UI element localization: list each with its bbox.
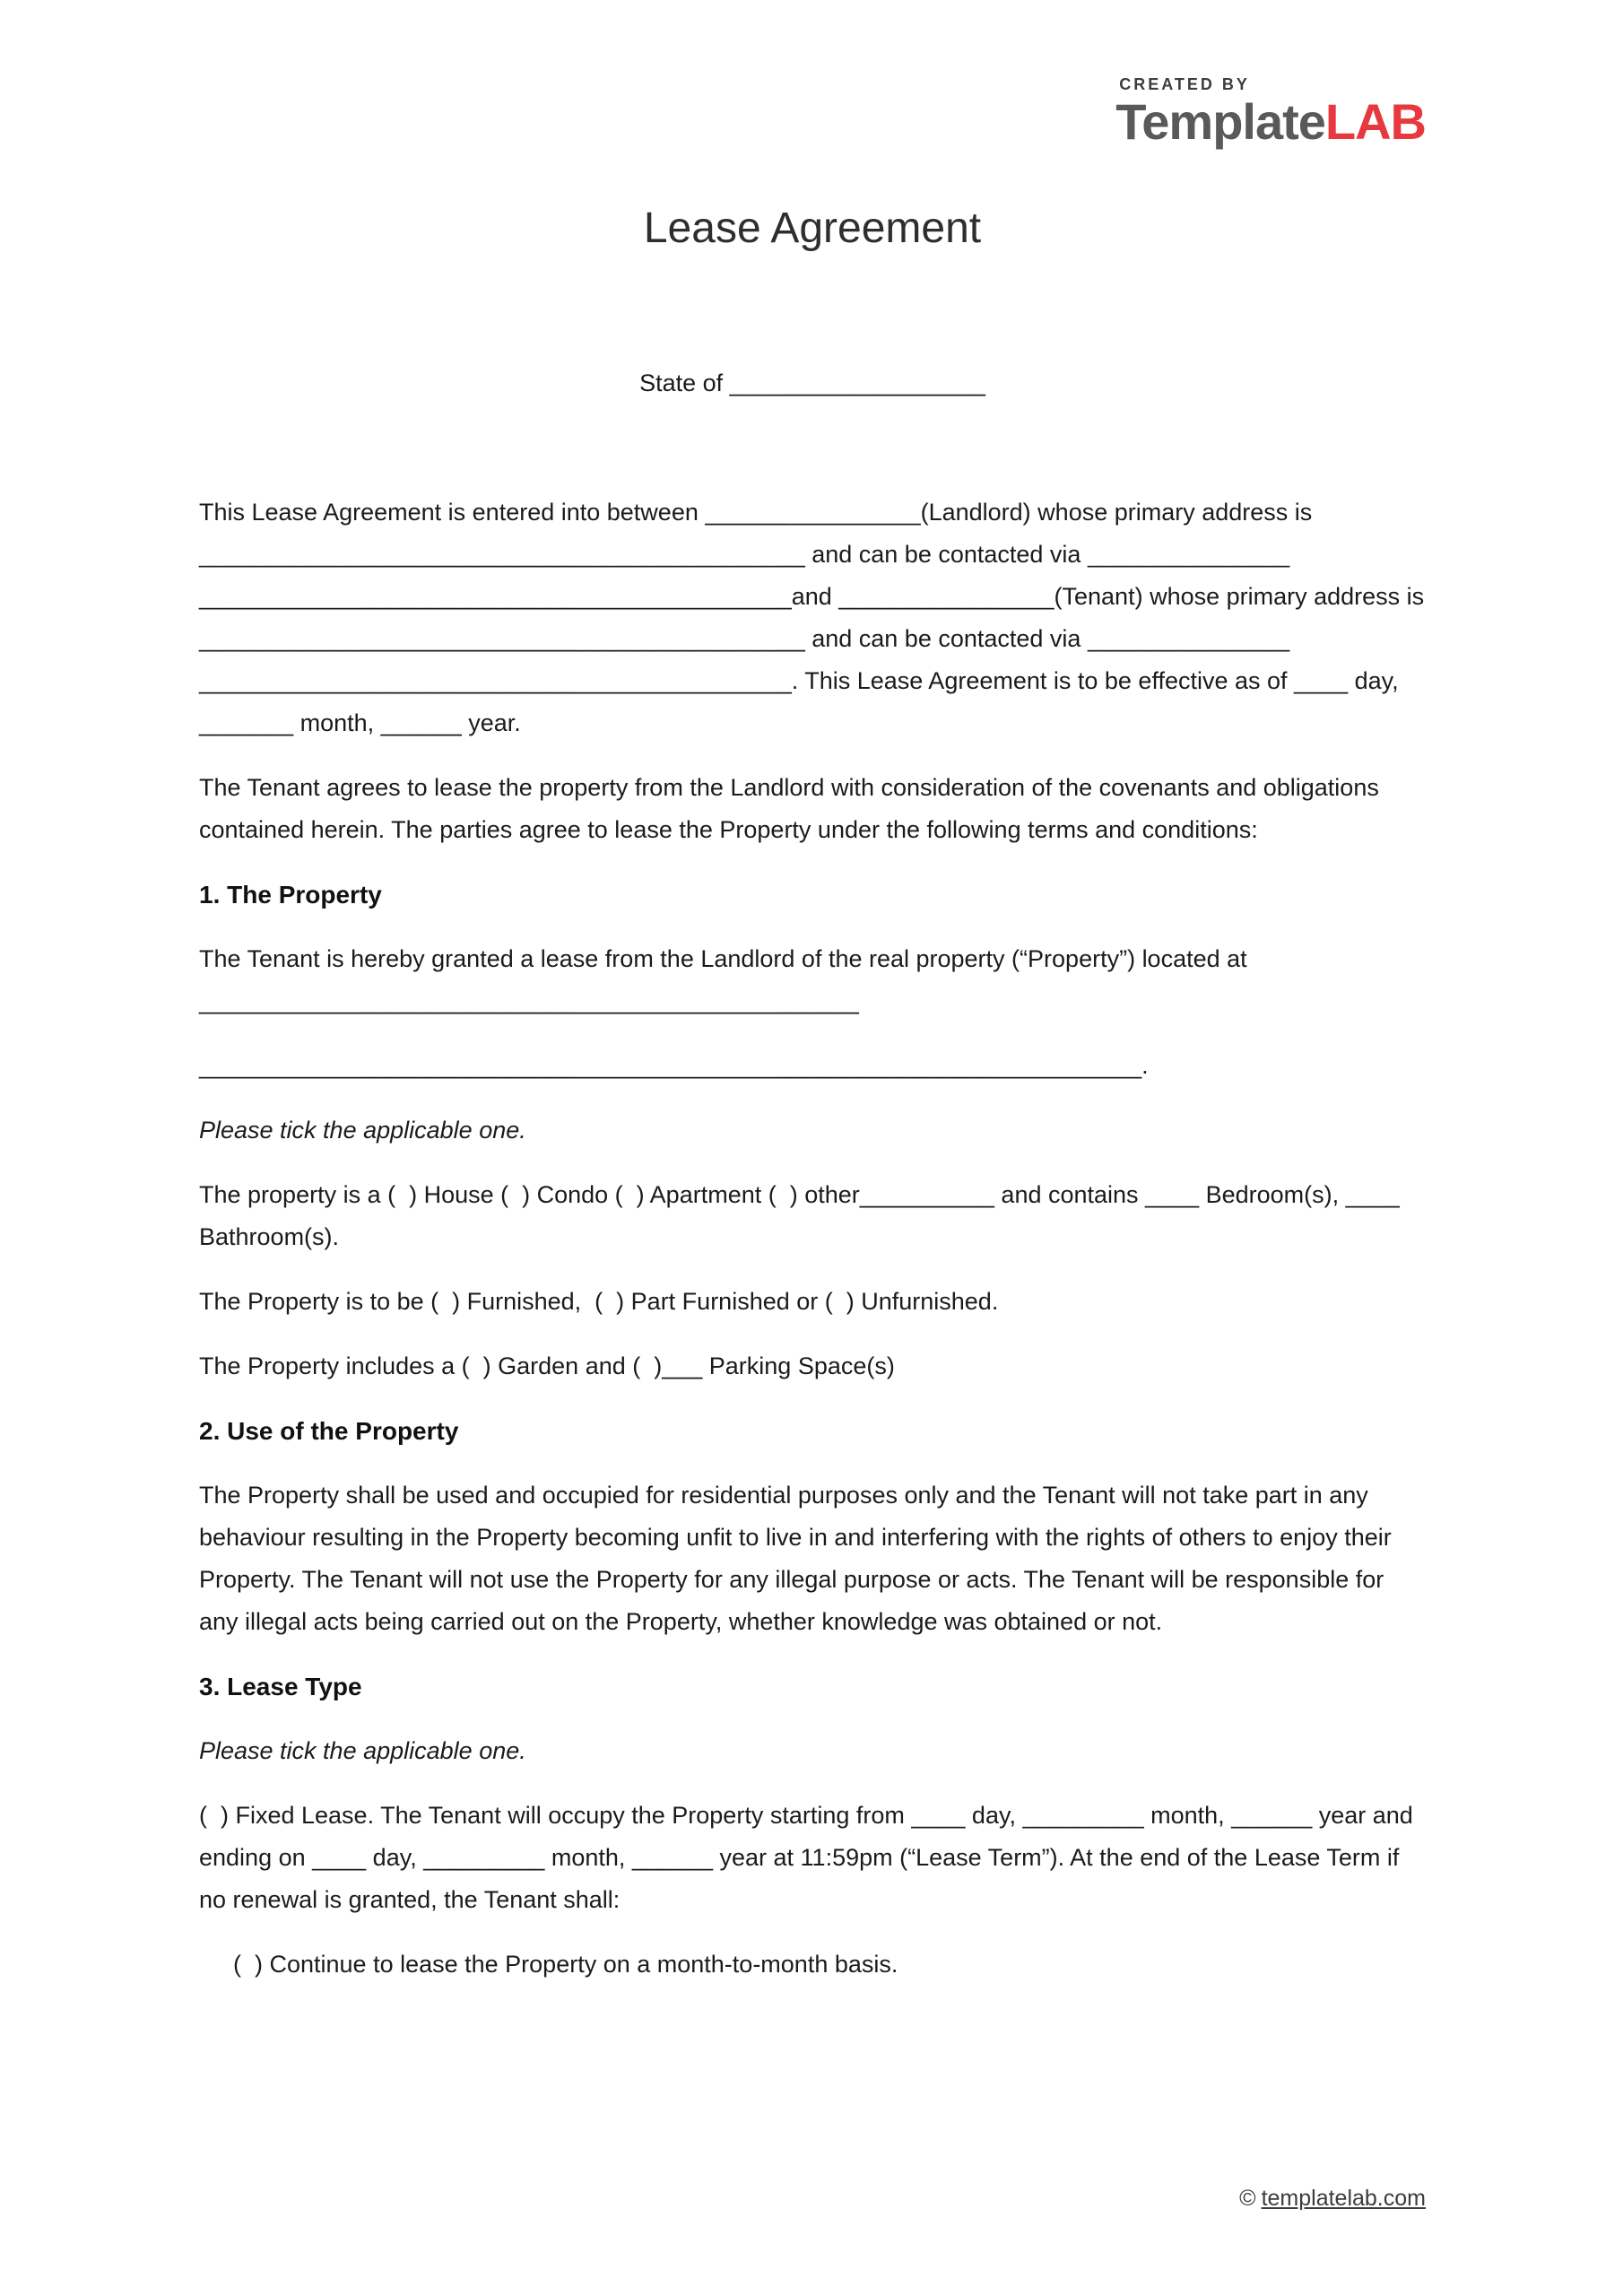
brand-template-text: Template [1115, 93, 1325, 150]
fixed-lease-paragraph: ( ) Fixed Lease. The Tenant will occupy the Property starting from ____ day, _________ month, ______ year and ending on ____ day, _________ month, ______ year at 11:59pm (“Lease Term”). At the end of the Lease Term if no renewal is granted, the Tenant shall: [199, 1802, 1420, 1913]
section-2-heading: 2. Use of the Property [199, 1417, 459, 1445]
templatelab-footer-link[interactable]: templatelab.com [1261, 2186, 1426, 2211]
property-location-paragraph: The Tenant is hereby granted a lease from the Landlord of the real property (“Property”) located at _________________________________________________ [199, 945, 1254, 1014]
templatelab-logo [1115, 75, 1426, 150]
brand-lab-text: LAB [1324, 93, 1426, 150]
document-title: Lease Agreement [643, 204, 982, 252]
property-includes-line: The Property includes a ( ) Garden and ( )___ Parking Space(s) [199, 1352, 895, 1379]
section-1-heading: 1. The Property [199, 881, 382, 909]
state-of-line: State of ___________________ [639, 370, 985, 396]
parties-paragraph: This Lease Agreement is entered into between ________________(Landlord) whose primary address is _____________________________________________ and can be contacted via _______________ ____________________________________________and ________________(Tenant) whose primary address is _____________________________________________ and can be contacted via _______________ ____________________________________________. This Lease Agreement is to be effective as of ____ day, _______ month, ______ year. [199, 499, 1431, 736]
property-type-line: The property is a ( ) House ( ) Condo ( ) Apartment ( ) other__________ and contains ____ Bedroom(s), ____ Bathroom(s). [199, 1181, 1407, 1250]
month-to-month-option: ( ) Continue to lease the Property on a month-to-month basis. [233, 1951, 898, 1978]
created-by-label: CREATED BY [1119, 75, 1250, 93]
furnishing-line: The Property is to be ( ) Furnished, ( ) Part Furnished or ( ) Unfurnished. [199, 1288, 999, 1315]
copyright-symbol: © [1239, 2186, 1256, 2211]
section-3-heading: 3. Lease Type [199, 1673, 362, 1700]
page-footer [1239, 2183, 1426, 2213]
use-of-property-paragraph: The Property shall be used and occupied for residential purposes only and the Tenant will not take part in any behaviour resulting in the Property becoming unfit to live in and interfering with the rights of others to enjoy their Property. The Tenant will not use the Property for any illegal purpose or acts. The Tenant will be responsible for any illegal acts being carried out on the Property, whether knowledge was obtained or not. [199, 1482, 1399, 1635]
tick-note-lease-type: Please tick the applicable one. [199, 1737, 526, 1764]
brand-wordmark [1115, 93, 1426, 150]
tenant-agrees-paragraph: The Tenant agrees to lease the property from the Landlord with consideration of the covenants and obligations contained herein. The parties agree to lease the Property under the following terms and conditions: [199, 774, 1386, 843]
tick-note-property: Please tick the applicable one. [199, 1117, 526, 1144]
property-address-blank-line: ______________________________________________________________________. [199, 1052, 1149, 1079]
